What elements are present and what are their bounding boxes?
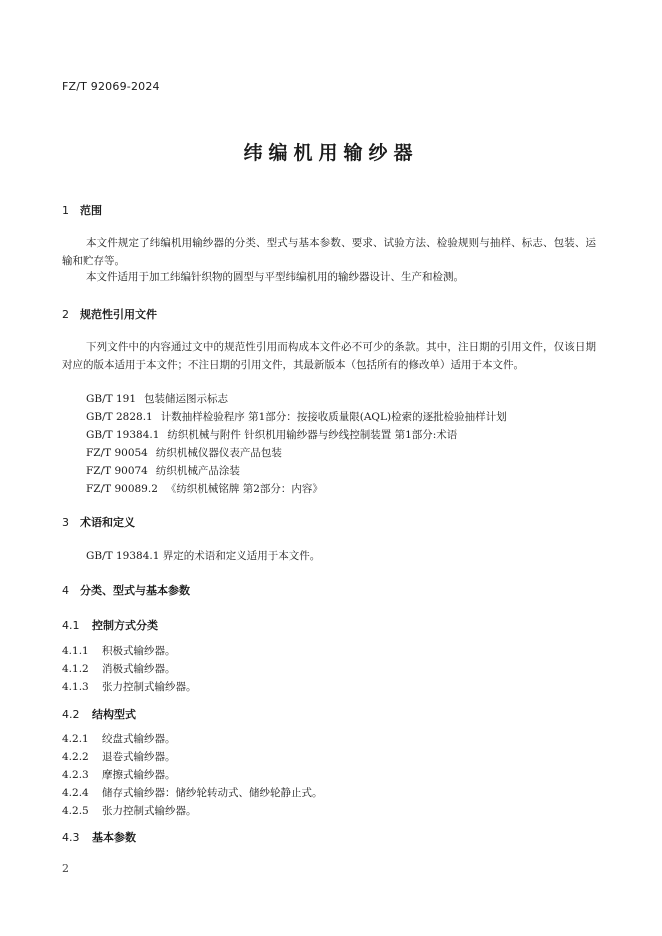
clause-number: 4.2.1 <box>62 733 89 745</box>
clause-number: 4.1.3 <box>62 681 89 693</box>
clause-text: 张力控制式输纱器。 <box>102 681 197 693</box>
subsection-title: 基本参数 <box>92 831 136 844</box>
section-number: 2 <box>62 308 69 321</box>
paragraph: 下列文件中的内容通过文中的规范性引用而构成本文件必不可少的条款。其中，注日期的引用文件，仅该日期对应的版本适用于本文件；不注日期的引用文件，其最新版本（包括所有的修改单）适用于本文件。 <box>62 341 596 371</box>
clause-number: 4.1.1 <box>62 645 89 657</box>
section-title: 术语和定义 <box>80 516 135 529</box>
clause-item <box>62 643 176 658</box>
reference-code: FZ/T 90074 <box>86 465 148 477</box>
paragraph: 本文件规定了纬编机用输纱器的分类、型式与基本参数、要求、试验方法、检验规则与抽样、标志、包装、运输和贮存等。 <box>62 237 596 267</box>
clause-item <box>62 679 197 694</box>
reference-title: 《纺织机械铭牌 第2部分：内容》 <box>165 483 323 495</box>
clause-text: 张力控制式输纱器。 <box>102 805 197 817</box>
reference-item <box>86 481 323 496</box>
section-2-heading <box>62 306 157 322</box>
clause-text: 退卷式输纱器。 <box>102 751 176 763</box>
subsection-title: 结构型式 <box>92 708 136 721</box>
reference-item <box>86 427 457 442</box>
reference-item <box>86 463 240 478</box>
reference-code: FZ/T 90054 <box>86 447 148 459</box>
section-title: 范围 <box>80 204 102 217</box>
clause-item <box>62 731 176 746</box>
clause-number: 4.2.5 <box>62 805 89 817</box>
clause-item <box>62 803 197 818</box>
clause-number: 4.2.4 <box>62 787 89 799</box>
subsection-4-1-heading <box>62 617 158 633</box>
reference-code: GB/T 191 <box>86 393 137 405</box>
clause-item <box>62 785 323 800</box>
subsection-title: 控制方式分类 <box>92 619 158 632</box>
reference-item <box>86 391 228 406</box>
subsection-4-2-heading <box>62 706 136 722</box>
section-number: 4 <box>62 584 69 597</box>
clause-number: 4.2.2 <box>62 751 89 763</box>
subsection-number: 4.3 <box>62 831 80 844</box>
clause-number: 4.1.2 <box>62 663 89 675</box>
clause-number: 4.2.3 <box>62 769 89 781</box>
document-title: 纬编机用输纱器 <box>243 142 419 164</box>
subsection-4-3-heading <box>62 829 136 845</box>
clause-text: 绞盘式输纱器。 <box>102 733 176 745</box>
section-number: 1 <box>62 204 69 217</box>
section-1-heading <box>62 202 102 218</box>
reference-item <box>86 409 507 424</box>
subsection-number: 4.1 <box>62 619 80 632</box>
clause-item <box>62 661 176 676</box>
reference-title: 纺织机械与附件 针织机用输纱器与纱线控制装置 第1部分:术语 <box>167 429 458 441</box>
section-4-heading <box>62 582 190 598</box>
paragraph: GB/T 19384.1 界定的术语和定义适用于本文件。 <box>86 550 321 562</box>
reference-title: 纺织机械仪器仪表产品包装 <box>155 447 282 459</box>
section-title: 分类、型式与基本参数 <box>80 584 190 597</box>
reference-code: GB/T 19384.1 <box>86 429 160 441</box>
reference-code: GB/T 2828.1 <box>86 411 153 423</box>
reference-title: 包装储运图示标志 <box>144 393 229 405</box>
clause-item <box>62 749 176 764</box>
section-title: 规范性引用文件 <box>80 308 157 321</box>
reference-title: 纺织机械产品涂装 <box>155 465 240 477</box>
clause-item <box>62 767 176 782</box>
reference-item <box>86 445 282 460</box>
reference-code: FZ/T 90089.2 <box>86 483 158 495</box>
clause-text: 积极式输纱器。 <box>102 645 176 657</box>
standard-code: FZ/T 92069-2024 <box>62 80 160 93</box>
paragraph: 本文件适用于加工纬编针织物的圆型与平型纬编机用的输纱器设计、生产和检测。 <box>86 271 464 283</box>
section-number: 3 <box>62 516 69 529</box>
clause-text: 摩擦式输纱器。 <box>102 769 176 781</box>
subsection-number: 4.2 <box>62 708 80 721</box>
page-number: 2 <box>62 862 69 875</box>
clause-text: 储存式输纱器：储纱轮转动式、储纱轮静止式。 <box>102 787 323 799</box>
section-3-heading <box>62 514 135 530</box>
clause-text: 消极式输纱器。 <box>102 663 176 675</box>
reference-title: 计数抽样检验程序 第1部分：按接收质量限(AQL)检索的逐批检验抽样计划 <box>160 411 507 423</box>
